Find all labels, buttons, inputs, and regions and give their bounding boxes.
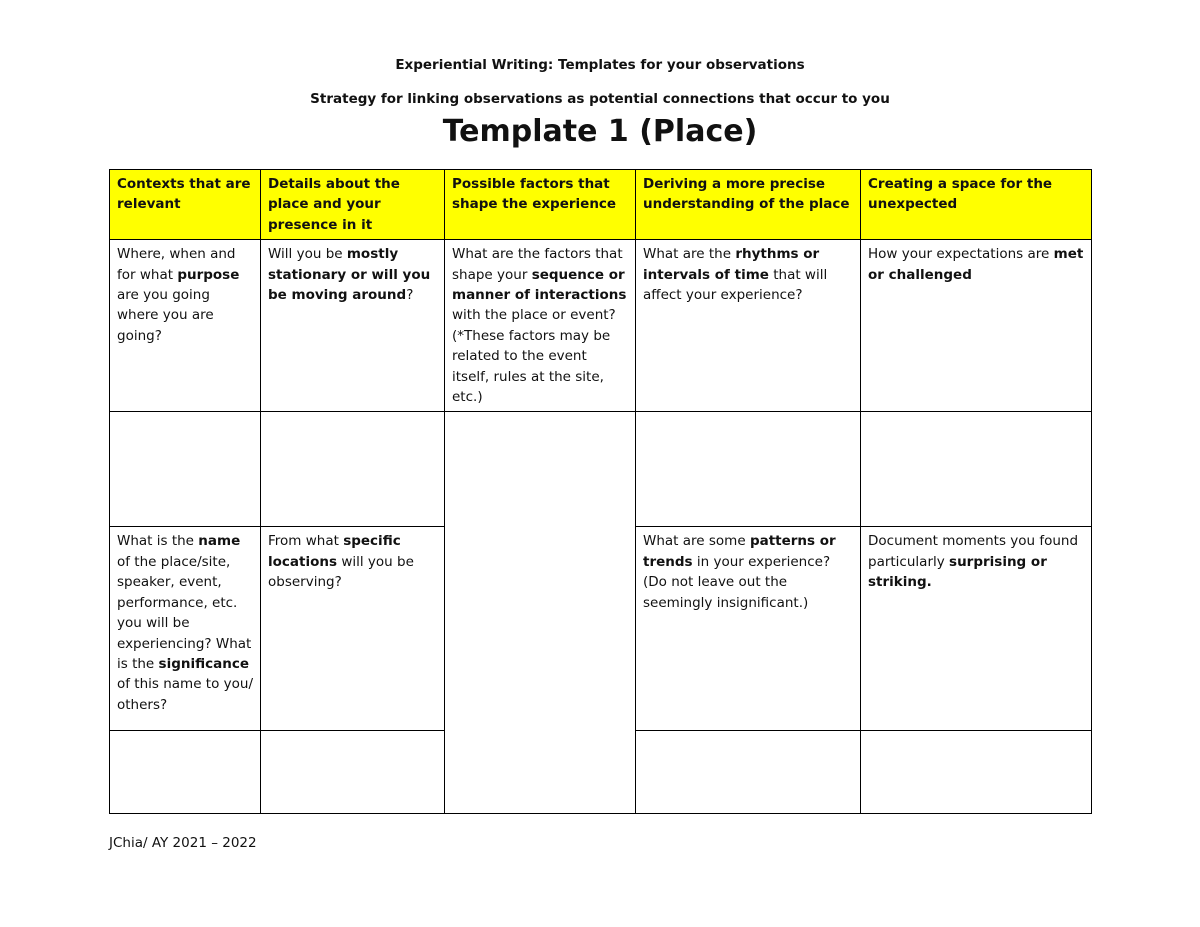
blank-response-cell[interactable] (861, 731, 1092, 814)
column-header-deriving: Deriving a more precise understanding of the place (636, 170, 861, 240)
table-row (110, 240, 1092, 412)
blank-response-cell[interactable] (636, 731, 861, 814)
prompt-cell: What are some patterns or trends in your experience? (Do not leave out the seemingly insignificant.) (636, 527, 861, 731)
prompt-cell: What are the factors that shape your sequence or manner of interactions with the place or event? (*These factors may be related to the event itself, rules at the site, etc.) (445, 240, 636, 412)
prompt-cell: Where, when and for what purpose are you going where you are going? (110, 240, 261, 412)
column-header-details: Details about the place and your presence in it (261, 170, 445, 240)
blank-response-cell[interactable] (110, 731, 261, 814)
column-header-contexts: Contexts that are relevant (110, 170, 261, 240)
strategy-line: Strategy for linking observations as potential connections that occur to you (310, 91, 890, 107)
blank-response-cell[interactable] (636, 412, 861, 527)
prompt-cell: Will you be mostly stationary or will you be moving around? (261, 240, 445, 412)
prompt-cell: What are the rhythms or intervals of time that will affect your experience? (636, 240, 861, 412)
table-row (110, 412, 1092, 527)
blank-response-cell[interactable] (261, 412, 445, 527)
page-title: Template 1 (Place) (442, 114, 758, 149)
column-header-unexpected: Creating a space for the unexpected (861, 170, 1092, 240)
prompt-cell: How your expectations are met or challenged (861, 240, 1092, 412)
prompt-cell: From what specific locations will you be observing? (261, 527, 445, 731)
prompt-cell: What is the name of the place/site, speaker, event, performance, etc. you will be experiencing? What is the significance of this name to you/ others? (110, 527, 261, 731)
column-header-factors: Possible factors that shape the experience (445, 170, 636, 240)
footer-text: JChia/ AY 2021 – 2022 (109, 835, 257, 851)
prompt-cell: Document moments you found particularly surprising or striking. (861, 527, 1092, 731)
blank-response-cell[interactable] (861, 412, 1092, 527)
blank-response-cell[interactable] (445, 412, 636, 814)
blank-response-cell[interactable] (261, 731, 445, 814)
document-subtitle: Experiential Writing: Templates for your observations (395, 57, 805, 73)
table-header-row (110, 170, 1092, 240)
blank-response-cell[interactable] (110, 412, 261, 527)
observation-template-table (109, 169, 1092, 814)
